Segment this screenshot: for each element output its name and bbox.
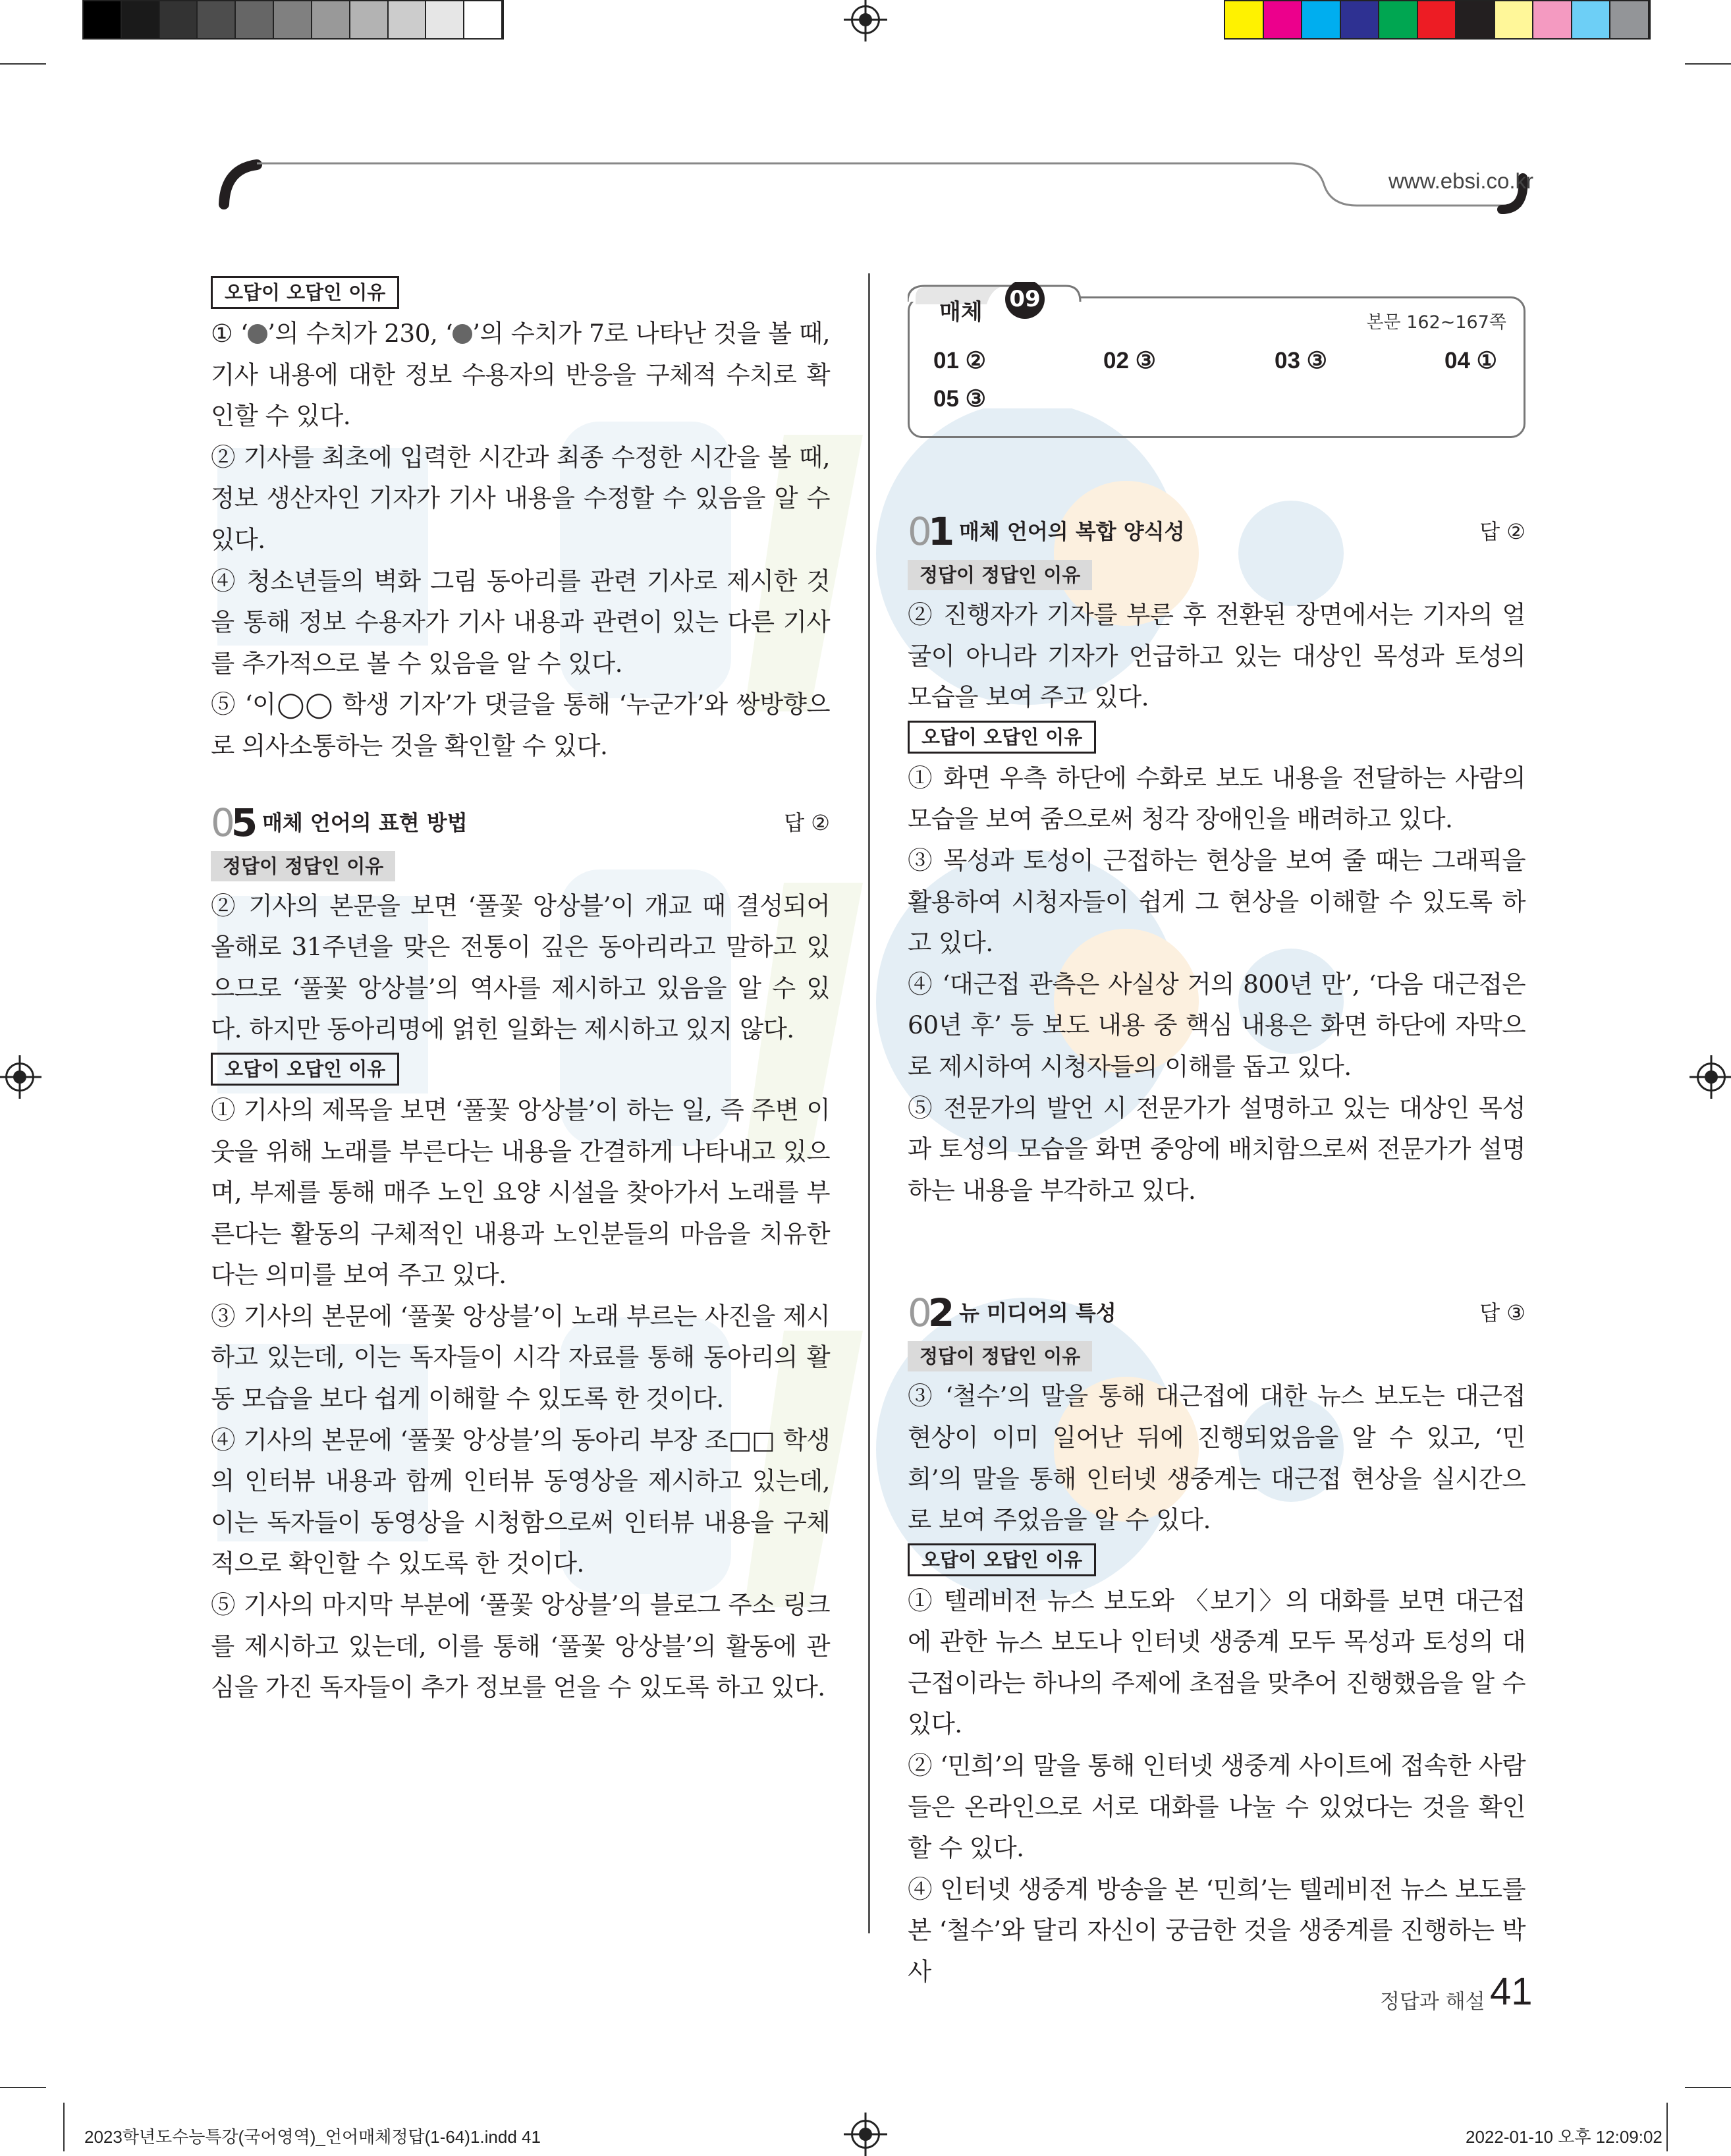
color-swatch [1418, 1, 1457, 38]
correct-reason-tag: 정답이 정답인 이유 [908, 560, 1092, 590]
paragraph: ④ 인터넷 생중계 방송을 본 ‘민희’는 텔레비전 뉴스 보도를 본 ‘철수’와 달리 자신이 궁금한 것을 생중계를 진행하는 박사 [908, 1874, 1525, 1987]
page-number: 41 [1490, 1970, 1533, 2013]
color-strip [1224, 0, 1651, 40]
paragraph: ⑤ 기사의 마지막 부분에 ‘풀꽃 앙상블’의 블로그 주소 링크를 제시하고 있는데, 이를 통해 ‘풀꽃 앙상블’의 활동에 관심을 가진 독자들이 추가 정보를 얻을 수 있도록 하고 있다. [211, 1590, 830, 1702]
paragraph: ④ 기사의 본문에 ‘풀꽃 앙상블’의 동아리 부장 조□□ 학생의 인터뷰 내용과 함께 인터뷰 동영상을 제시하고 있는데, 이는 독자들이 동영상을 시청함으로써 인터뷰 내용을 구체적으로 확인할 수 있도록 한 것이다. [211, 1425, 830, 1578]
section-title: 매체 언어의 복합 양식성 [959, 519, 1185, 544]
color-swatch [274, 1, 312, 38]
color-swatch [1379, 1, 1418, 38]
paragraph: ① 화면 우측 하단에 수화로 보도 내용을 전달하는 사람의 모습을 보여 줌으로써 청각 장애인을 배려하고 있다. [908, 763, 1525, 834]
site-url: www.ebsi.co.kr [1388, 169, 1533, 193]
registration-mark-left [5, 1063, 34, 1092]
color-swatch [1264, 1, 1303, 38]
section-number: 01 [908, 509, 951, 554]
left-column [211, 273, 830, 1708]
like-icon [248, 324, 267, 344]
color-swatch [389, 1, 427, 38]
color-swatch [464, 1, 503, 38]
crop-mark [1666, 2103, 1668, 2151]
paragraph: ③ 기사의 본문에 ‘풀꽃 앙상블’이 노래 부르는 사진을 제시하고 있는데, 이는 독자들이 시각 자료를 통해 동아리의 활동 모습을 보다 쉽게 이해할 수 있도록 한 것이다. [211, 1301, 830, 1414]
paragraph: ④ ‘대근접 관측은 사실상 거의 800년 만’, ‘다음 대근접은 60년 후’ 등 보도 내용 중 핵심 내용은 화면 하단에 자막으로 제시하여 시청자들의 이해를 돕고 있다. [908, 969, 1525, 1081]
color-swatch [198, 1, 236, 38]
section-heading-05 [211, 798, 830, 847]
color-swatch [1225, 1, 1264, 38]
paragraph: ① 텔레비전 뉴스 보도와 〈보기〉의 대화를 보면 대근접에 관한 뉴스 보도나 인터넷 생중계 모두 목성과 토성의 대근접이라는 하나의 주제에 초점을 맞추어 진행했음을 알 수 있다. [908, 1586, 1525, 1739]
header-band [211, 158, 1541, 224]
paragraph: ③ 목성과 토성이 근접하는 현상을 보여 줄 때는 그래픽을 활용하여 시청자들이 쉽게 그 현상을 이해할 수 있도록 하고 있다. [908, 845, 1525, 958]
answer-item: 04 ① [1444, 348, 1498, 373]
section-heading-02 [908, 1288, 1525, 1337]
paragraph: ② 기사를 최초에 입력한 시간과 최종 수정한 시간을 볼 때, 정보 생산자인 기자가 기사 내용을 수정할 수 있음을 알 수 있다. [211, 442, 830, 554]
answer-item: 03 ③ [1275, 348, 1328, 373]
section-heading-01 [908, 507, 1525, 556]
wrong-reason-tag: 오답이 오답인 이유 [211, 276, 399, 309]
wrong-reason-tag: 오답이 오답인 이유 [908, 721, 1096, 754]
color-swatch [350, 1, 389, 38]
correct-reason-tag: 정답이 정답인 이유 [211, 851, 395, 881]
paragraph: ① ‘ ’의 수치가 230, ‘ ’의 수치가 7로 나타난 것을 볼 때, 기사 내용에 대한 정보 수용자의 반응을 구체적 수치로 확인할 수 있다. [211, 319, 830, 431]
color-swatch [1533, 1, 1572, 38]
paragraph: ① 기사의 제목을 보면 ‘풀꽃 앙상블’이 하는 일, 즉 주변 이웃을 위해 노래를 부른다는 내용을 간결하게 나타내고 있으며, 부제를 통해 매주 노인 요양 시설을 찾아가서 노래를 부른다는 활동의 구체적인 내용과 노인분들의 마음을 치유한다는 의미를 보여 주고 있다. [211, 1095, 830, 1290]
crop-mark [63, 2103, 65, 2151]
color-swatch [1341, 1, 1380, 38]
answer-item: 02 ③ [1103, 348, 1157, 373]
color-swatch [1495, 1, 1534, 38]
crop-mark [0, 63, 46, 65]
color-swatch [236, 1, 274, 38]
right-column [908, 507, 1525, 1993]
section-answer: 답 ② [784, 810, 830, 835]
category-label: 매체 [939, 299, 983, 325]
section-answer: 답 ② [1479, 519, 1525, 544]
crop-mark [1685, 63, 1731, 65]
color-swatch [1456, 1, 1495, 38]
paragraph: ② 기사의 본문을 보면 ‘풀꽃 앙상블’이 개교 때 결성되어 올해로 31주년을 맞은 전통이 깊은 동아리라고 말하고 있으므로 ‘풀꽃 앙상블’의 역사를 제시하고 있음을 알 수 있다. 하지만 동아리명에 얽힌 일화는 제시하고 있지 않다. [211, 891, 830, 1044]
registration-mark-right [1697, 1063, 1726, 1092]
answer-item: 01 ② [933, 348, 987, 373]
dislike-icon [453, 324, 472, 344]
color-swatch [1302, 1, 1341, 38]
section-title: 뉴 미디어의 특성 [959, 1300, 1116, 1326]
wrong-reason-tag: 오답이 오답인 이유 [908, 1543, 1096, 1576]
paragraph: ⑤ ‘이◯◯ 학생 기자’가 댓글을 통해 ‘누군가’와 쌍방향으로 의사소통하는 것을 확인할 수 있다. [211, 690, 830, 760]
color-swatch [1572, 1, 1611, 38]
registration-mark-bottom [851, 2120, 880, 2149]
wrong-reason-tag: 오답이 오답인 이유 [211, 1053, 399, 1086]
color-swatch [312, 1, 350, 38]
section-title: 매체 언어의 표현 방법 [262, 810, 468, 835]
paragraph: ④ 청소년들의 벽화 그림 동아리를 관련 기사로 제시한 것을 통해 정보 수용자가 기사 내용과 관련이 있는 다른 기사를 추가적으로 볼 수 있음을 알 수 있다. [211, 566, 830, 678]
file-slug: 2023학년도수능특강(국어영역)_언어매체정답(1-64)1.indd 41 [84, 2127, 541, 2147]
page-reference: 본문 162~167쪽 [1366, 312, 1506, 333]
paragraph: ② 진행자가 기자를 부른 후 전환된 장면에서는 기자의 얼굴이 아니라 기자가 언급하고 있는 대상인 목성과 토성의 모습을 보여 주고 있다. [908, 600, 1525, 712]
print-timestamp: 2022-01-10 오후 12:09:02 [1466, 2127, 1662, 2147]
crop-mark [1685, 2087, 1731, 2088]
paragraph: ② ‘민희’의 말을 통해 인터넷 생중계 사이트에 접속한 사람들은 온라인으로 서로 대화를 나눌 수 있었다는 것을 확인할 수 있다. [908, 1751, 1525, 1863]
category-number: 09 [1009, 286, 1041, 312]
paragraph: ⑤ 전문가의 발언 시 전문가가 설명하고 있는 대상인 목성과 토성의 모습을 화면 중앙에 배치함으로써 전문가가 설명하는 내용을 부각하고 있다. [908, 1093, 1525, 1205]
color-swatch [84, 1, 122, 38]
color-swatch [160, 1, 198, 38]
correct-reason-tag: 정답이 정답인 이유 [908, 1341, 1092, 1371]
crop-mark [0, 2087, 46, 2088]
section-number: 05 [211, 800, 254, 845]
color-swatch [426, 1, 464, 38]
registration-mark-top [851, 5, 880, 34]
grayscale-strip [82, 0, 504, 40]
footer-label: 정답과 해설 [1380, 1990, 1485, 2014]
section-answer: 답 ③ [1479, 1300, 1525, 1326]
column-divider [868, 273, 870, 1933]
color-swatch [122, 1, 160, 38]
category-tab [908, 282, 1072, 323]
color-swatch [1610, 1, 1649, 38]
section-number: 02 [908, 1290, 951, 1336]
paragraph: ③ ‘철수’의 말을 통해 대근접에 대한 뉴스 보도는 대근접 현상이 이미 일어난 뒤에 진행되었음을 알 수 있고, ‘민희’의 말을 통해 인터넷 생중계는 대근접 현상을 실시간으로 보여 주었음을 알 수 있다. [908, 1381, 1525, 1535]
answer-item: 05 ③ [933, 386, 987, 412]
